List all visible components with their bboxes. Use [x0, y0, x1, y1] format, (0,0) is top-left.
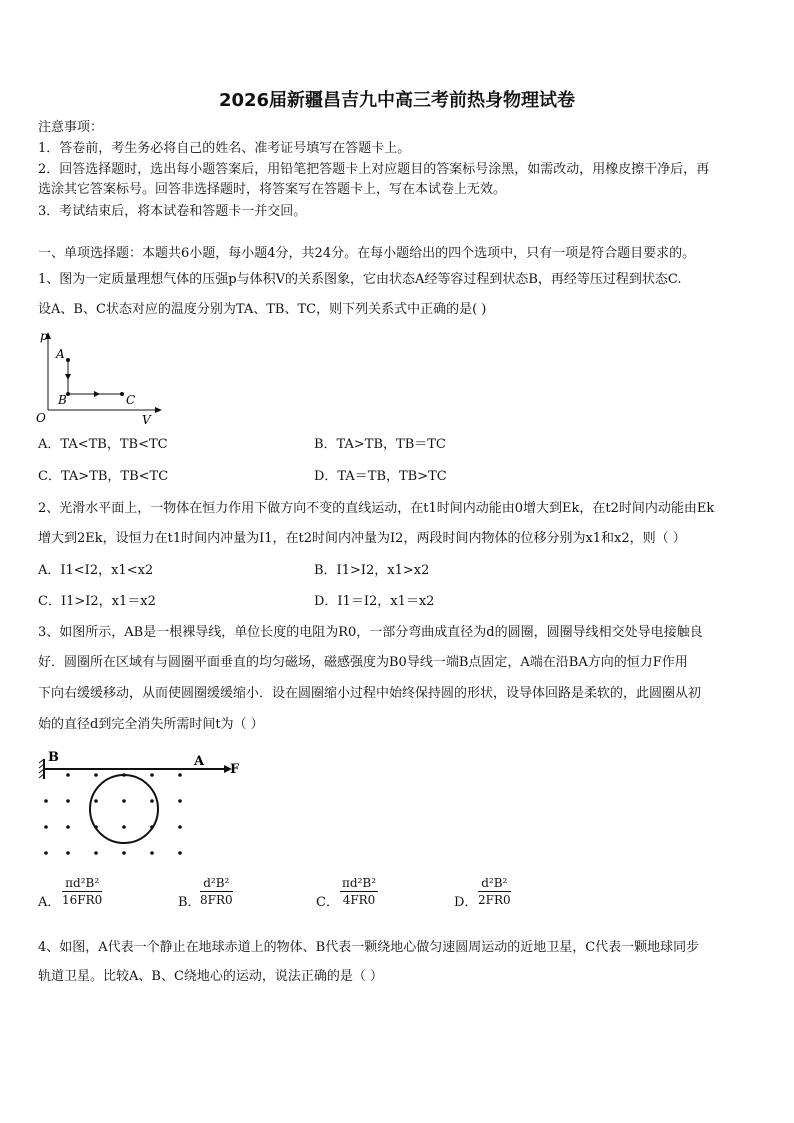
graph-label-p: p — [40, 329, 48, 343]
section-heading: 一、单项选择题：本题共6小题，每小题4分，共24分。在每小题给出的四个选项中，只有一项是符合题目要求的。 — [38, 246, 696, 261]
notice-header: 注意事项： — [38, 120, 104, 135]
q3-option-a-label[interactable]: A． — [38, 895, 61, 910]
graph-label-o: O — [36, 411, 46, 425]
q1-option-d[interactable]: D．TA＝TB，TB>TC — [314, 469, 447, 484]
q1-stem-line1: 1、图为一定质量理想气体的压强p与体积V的关系图象，它由状态A经等容过程到状态B，再经等压过程到状态C. — [38, 272, 682, 287]
q4-stem-line2: 轨道卫星。比较A、B、C绕地心的运动，说法正确的是（ ） — [38, 969, 384, 984]
magnetic-field-dots — [44, 773, 182, 855]
q3-option-b-numerator: d²B² — [200, 876, 233, 892]
graph-label-c: C — [126, 393, 136, 407]
fig-label-a: A — [194, 754, 205, 769]
q3-option-d-fraction[interactable] — [478, 876, 511, 907]
q3-option-b-denominator: 8FR0 — [200, 893, 233, 907]
notice-item-1: 1．答卷前，考生务必将自己的姓名、准考证号填写在答题卡上。 — [38, 141, 411, 156]
graph-label-a: A — [56, 347, 65, 361]
q1-pv-graph — [34, 328, 174, 428]
q3-stem-line3: 下向右缓缓移动，从而使圆圈缓缓缩小．设在圆圈缩小过程中始终保持圆的形状，设导体回路是柔软的，此圆圈从初 — [38, 686, 702, 701]
notice-item-3: 3．考试结束后，将本试卷和答题卡一并交回。 — [38, 204, 307, 219]
q4-stem-line1: 4、如图，A代表一个静止在地球赤道上的物体、B代表一颗绕地心做匀速圆周运动的近地卫星，C代表一颗地球同步 — [38, 940, 700, 955]
q3-option-c-label[interactable]: C． — [316, 895, 339, 910]
notice-item-2-cont: 选涂其它答案标号。回答非选择题时，将答案写在答题卡上，写在本试卷上无效。 — [38, 182, 507, 197]
q2-stem-line2: 增大到2Ek，设恒力在t1时间内冲量为I1，在t2时间内冲量为I2，两段时间内物体的位移分别为x1和x2，则（ ） — [38, 531, 686, 546]
q1-option-a[interactable]: A．TA<TB，TB<TC — [38, 437, 168, 452]
q3-option-c-numerator: πd²B² — [342, 876, 377, 890]
q3-option-d-denominator: 2FR0 — [478, 893, 511, 907]
q3-option-c-fraction[interactable] — [340, 876, 378, 907]
q2-option-b[interactable]: B．I1>I2，x1>x2 — [314, 563, 430, 578]
q3-option-d-numerator: d²B² — [478, 876, 511, 892]
graph-label-v: V — [142, 413, 151, 427]
q3-option-a-numerator: πd²B² — [62, 876, 102, 892]
q1-option-c[interactable]: C．TA>TB，TB<TC — [38, 469, 169, 484]
q3-magnetic-field-figure — [38, 745, 248, 863]
graph-label-b: B — [58, 393, 67, 407]
q3-stem-line1: 3、如图所示，AB是一根裸导线，单位长度的电阻为R0，一部分弯曲成直径为d的圆圈，圆圈导线相交处导电接触良 — [38, 625, 703, 640]
fig-label-b: B — [48, 750, 59, 765]
q3-option-c-denominator: 4FR0 — [342, 893, 376, 907]
notice-item-2: 2．回答选择题时，选出每小题答案后，用铅笔把答题卡上对应题目的答案标号涂黑，如需改动，用橡皮擦干净后，再 — [38, 162, 710, 177]
page-title: 2026届新疆昌吉九中高三考前热身物理试卷 — [218, 90, 576, 111]
q3-option-a-denominator: 16FR0 — [62, 893, 103, 907]
q2-option-c[interactable]: C．I1>I2，x1＝x2 — [38, 594, 156, 609]
q3-option-b-label[interactable]: B． — [178, 895, 201, 910]
q3-stem-line4: 始的直径d到完全消失所需时间t为（ ） — [38, 717, 264, 732]
q3-option-b-fraction[interactable] — [200, 876, 233, 907]
q3-option-a-fraction[interactable] — [62, 876, 102, 907]
fig-label-f: F — [230, 762, 240, 777]
q2-option-a[interactable]: A．I1<I2，x1<x2 — [38, 563, 154, 578]
q3-stem-line2: 好．圆圈所在区域有与圆圈平面垂直的均匀磁场，磁感强度为B0导线一端B点固定，A端在沿BA方向的恒力F作用 — [38, 655, 688, 670]
q1-stem-line2: 设A、B、C状态对应的温度分别为TA、TB、TC，则下列关系式中正确的是( ) — [38, 302, 487, 317]
q2-stem-line1: 2、光滑水平面上，一物体在恒力作用下做方向不变的直线运动，在t1时间内动能由0增大到Ek，在t2时间内动能由Ek — [38, 501, 715, 516]
q2-option-d[interactable]: D．I1＝I2，x1＝x2 — [314, 594, 435, 609]
q1-option-b[interactable]: B．TA>TB，TB＝TC — [314, 437, 446, 452]
q3-option-d-label[interactable]: D． — [454, 895, 478, 910]
